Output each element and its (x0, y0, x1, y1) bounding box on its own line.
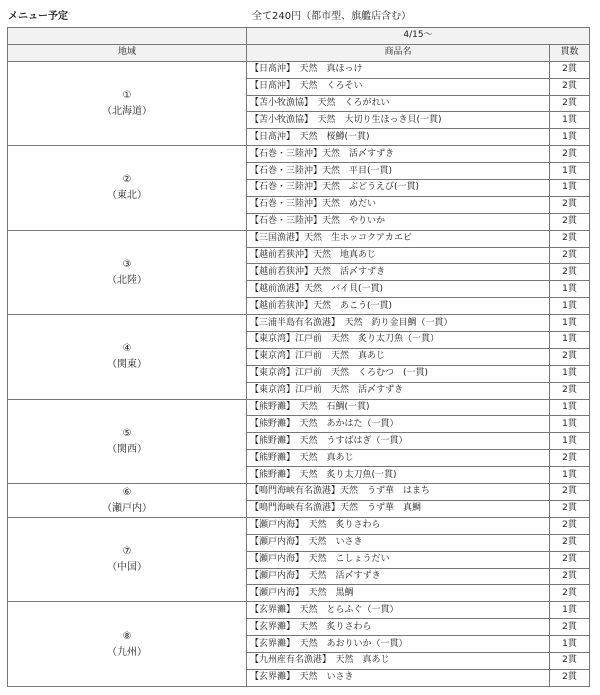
piece-count-cell: 2貫 (550, 669, 590, 686)
product-name-cell: 【玄界灘】 天然 とらふぐ（一貫） (247, 602, 550, 619)
table-row (8, 484, 590, 501)
piece-count-cell: 1貫 (550, 602, 590, 619)
header-row-columns (8, 44, 590, 61)
product-name-cell: 【三浦半島有名漁港】 天然 釣り金目鯛（一貫） (247, 315, 550, 332)
product-name-cell: 【石巻・三陸沖】天然 平目(一貫) (247, 163, 550, 180)
piece-count-cell: 2貫 (550, 382, 590, 399)
product-name-cell: 【瀬戸内海】 天然 こしょうだい (247, 551, 550, 568)
product-name-cell: 【石巻・三陸沖】天然 ぶどうえび(一貫) (247, 180, 550, 197)
region-cell (8, 315, 247, 399)
piece-count-cell: 2貫 (550, 534, 590, 551)
region-name: （東北） (107, 190, 147, 202)
piece-count-cell: 2貫 (550, 652, 590, 669)
region-name: （関西） (107, 443, 147, 455)
product-name-cell: 【東京湾】江戸前 天然 くろむつ (一貫) (247, 365, 550, 382)
piece-count-cell: 2貫 (550, 585, 590, 602)
product-name-cell: 【鳴門海峡有名漁港】天然 うず華 真鯛 (247, 500, 550, 517)
product-name-cell: 【日髙沖】 天然 桜鱒(一貫) (247, 129, 550, 146)
title-row (8, 7, 598, 25)
piece-count-cell: 2貫 (550, 230, 590, 247)
piece-count-cell: 2貫 (550, 247, 590, 264)
table-row (8, 602, 590, 619)
piece-count-cell: 1貫 (550, 416, 590, 433)
piece-count-cell: 2貫 (550, 619, 590, 636)
product-name-cell: 【三国漁港】天然 生ホッコクアカエビ (247, 230, 550, 247)
piece-count-cell: 1貫 (550, 315, 590, 332)
piece-count-cell: 1貫 (550, 281, 590, 298)
table-row (8, 517, 590, 534)
product-name-cell: 【越前漁港】天然 バイ貝(一貫) (247, 281, 550, 298)
region-number: ② (122, 174, 132, 186)
column-header-product: 商品名 (247, 44, 550, 61)
product-name-cell: 【九州産有名漁港】 天然 真あじ (247, 652, 550, 669)
product-name-cell: 【瀬戸内海】 天然 活〆すずき (247, 568, 550, 585)
table-body (8, 61, 590, 686)
table-row (8, 61, 590, 78)
menu-table (7, 27, 590, 687)
region-name: （中国） (107, 562, 147, 574)
region-number: ⑧ (122, 630, 132, 642)
table-row (8, 146, 590, 163)
region-cell (8, 602, 247, 686)
piece-count-cell: 2貫 (550, 500, 590, 517)
region-number: ④ (122, 343, 132, 355)
piece-count-cell: 1貫 (550, 112, 590, 129)
product-name-cell: 【石巻・三陸沖】天然 活〆すずき (247, 146, 550, 163)
product-name-cell: 【日髙沖】 天然 真ほっけ (247, 61, 550, 78)
product-name-cell: 【玄界灘】 天然 あおりいか（一貫） (247, 636, 550, 653)
piece-count-cell: 2貫 (550, 551, 590, 568)
product-name-cell: 【瀬戸内海】 天然 いさき (247, 534, 550, 551)
piece-count-cell: 2貫 (550, 484, 590, 501)
product-name-cell: 【苫小牧漁協】 天然 大切り生ほっき貝(一貫) (247, 112, 550, 129)
product-name-cell: 【越前若狭沖】天然 地真あじ (247, 247, 550, 264)
region-cell (8, 230, 247, 314)
product-name-cell: 【東京湾】江戸前 天然 真あじ (247, 348, 550, 365)
piece-count-cell: 2貫 (550, 450, 590, 467)
piece-count-cell: 1貫 (550, 180, 590, 197)
table-row (8, 230, 590, 247)
product-name-cell: 【鳴門海峡有名漁港】天然 うず華 はまち (247, 484, 550, 501)
region-cell (8, 517, 247, 601)
table-row (8, 399, 590, 416)
product-name-cell: 【玄界灘】 天然 炙りさわら (247, 619, 550, 636)
product-name-cell: 【日髙沖】 天然 くろそい (247, 78, 550, 95)
piece-count-cell: 2貫 (550, 78, 590, 95)
product-name-cell: 【熊野灘】 天然 炙り太刀魚(一貫) (247, 467, 550, 484)
product-name-cell: 【東京湾】江戸前 天然 炙り太刀魚（一貫） (247, 332, 550, 349)
product-name-cell: 【瀬戸内海】 天然 炙りさわら (247, 517, 550, 534)
table-row (8, 315, 590, 332)
region-number: ③ (122, 258, 132, 270)
product-name-cell: 【越前若狭沖】天然 活〆すずき (247, 264, 550, 281)
piece-count-cell: 2貫 (550, 264, 590, 281)
header-blank (8, 28, 247, 45)
region-name: （北陸） (107, 274, 147, 286)
page-title: メニュー予定 (8, 11, 68, 22)
product-name-cell: 【東京湾】江戸前 天然 活〆すずき (247, 382, 550, 399)
region-name: （九州） (107, 646, 147, 658)
region-cell (8, 399, 247, 483)
product-name-cell: 【玄界灘】 天然 いさき (247, 669, 550, 686)
region-cell (8, 146, 247, 230)
piece-count-cell: 1貫 (550, 332, 590, 349)
product-name-cell: 【越前若狭沖】天然 あこう(一貫) (247, 298, 550, 315)
header-row-date (8, 28, 590, 45)
piece-count-cell: 2貫 (550, 95, 590, 112)
price-note: 全て240円（都市型、旗艦店含む） (252, 11, 412, 22)
piece-count-cell: 1貫 (550, 129, 590, 146)
piece-count-cell: 2貫 (550, 196, 590, 213)
piece-count-cell: 1貫 (550, 433, 590, 450)
piece-count-cell: 2貫 (550, 517, 590, 534)
piece-count-cell: 2貫 (550, 213, 590, 230)
region-name: （関東） (107, 359, 147, 371)
piece-count-cell: 2貫 (550, 61, 590, 78)
piece-count-cell: 2貫 (550, 146, 590, 163)
piece-count-cell: 1貫 (550, 636, 590, 653)
product-name-cell: 【石巻・三陸沖】天然 めだい (247, 196, 550, 213)
region-cell (8, 61, 247, 145)
region-name: （北海道） (102, 106, 152, 117)
product-name-cell: 【苫小牧漁協】 天然 くろがれい (247, 95, 550, 112)
column-header-region: 地域 (8, 44, 247, 61)
product-name-cell: 【石巻・三陸沖】天然 やりいか (247, 213, 550, 230)
region-number: ① (122, 90, 132, 101)
region-cell (8, 484, 247, 518)
region-name: （瀬戸内） (102, 502, 152, 514)
piece-count-cell: 1貫 (550, 399, 590, 416)
product-name-cell: 【瀬戸内海】 天然 黒鯛 (247, 585, 550, 602)
piece-count-cell: 1貫 (550, 467, 590, 484)
piece-count-cell: 1貫 (550, 365, 590, 382)
product-name-cell: 【熊野灘】 天然 あかはた（一貫） (247, 416, 550, 433)
product-name-cell: 【熊野灘】 天然 真あじ (247, 450, 550, 467)
piece-count-cell: 1貫 (550, 163, 590, 180)
piece-count-cell: 2貫 (550, 348, 590, 365)
piece-count-cell: 2貫 (550, 568, 590, 585)
product-name-cell: 【熊野灘】 天然 石鯛(一貫) (247, 399, 550, 416)
region-number: ⑦ (122, 546, 132, 558)
region-number: ⑥ (122, 486, 132, 498)
date-header: 4/15～ (247, 28, 590, 45)
column-header-count: 貫数 (550, 44, 590, 61)
product-name-cell: 【熊野灘】 天然 うすばはぎ（一貫） (247, 433, 550, 450)
region-number: ⑤ (122, 427, 132, 439)
table-header (8, 28, 590, 62)
piece-count-cell: 1貫 (550, 298, 590, 315)
